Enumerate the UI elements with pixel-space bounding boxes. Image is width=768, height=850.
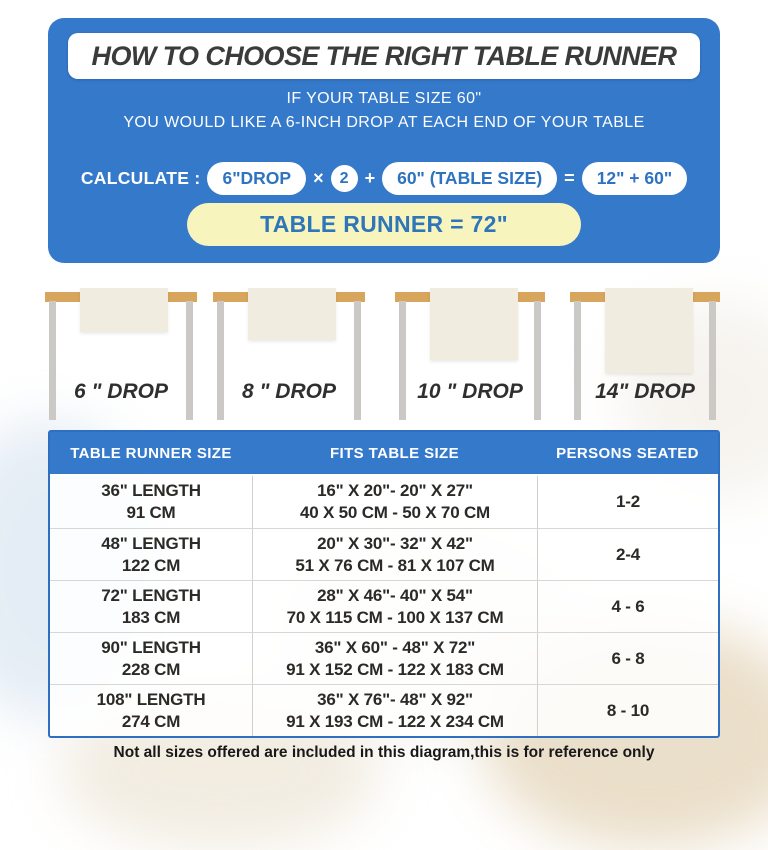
drop-label: 8 " DROP [242, 380, 336, 403]
runner-size-cm: 122 CM [121, 555, 181, 575]
cell-runner-size [50, 529, 252, 580]
cell-runner-size [50, 581, 252, 632]
runner-size-in: 48" LENGTH [101, 533, 201, 553]
runner-swatch [430, 288, 518, 360]
table-row [50, 476, 718, 528]
table-row [50, 684, 718, 736]
size-table [48, 430, 720, 738]
condition-line-2: YOU WOULD LIKE A 6-INCH DROP AT EACH END OF YOUR TABLE [123, 114, 645, 131]
runner-size-in: 36" LENGTH [101, 481, 201, 501]
formula-row [48, 162, 720, 195]
fits-size-cm: 40 X 50 CM - 50 X 70 CM [299, 503, 491, 522]
cell-persons [537, 633, 718, 684]
cell-persons [537, 529, 718, 580]
cell-persons [537, 581, 718, 632]
fits-size-cm: 91 X 193 CM - 122 X 234 CM [286, 711, 504, 731]
drop-diagram-6 [45, 288, 197, 424]
drop-label: 6 " DROP [74, 380, 168, 403]
runner-size-in: 108" LENGTH [96, 689, 206, 709]
drop-label: 10 " DROP [417, 380, 523, 403]
fits-size-in: 36" X 76"- 48" X 92" [317, 689, 473, 709]
calculate-label: CALCULATE : [80, 168, 201, 188]
header-cell-fits-size: FITS TABLE SIZE [329, 444, 460, 462]
cell-persons [537, 685, 718, 736]
header-cell-persons: PERSONS SEATED [556, 444, 699, 462]
drop-diagram-8 [213, 288, 365, 424]
multiplier-badge: 2 [331, 165, 358, 192]
runner-size-in: 72" LENGTH [101, 585, 201, 605]
persons-value: 4 - 6 [611, 596, 645, 616]
cell-fits-size [252, 476, 537, 528]
runner-swatch [80, 288, 168, 332]
fits-size-in: 16" X 20"- 20" X 27" [317, 481, 473, 501]
runner-size-cm: 274 CM [121, 711, 181, 731]
persons-value: 6 - 8 [611, 648, 645, 668]
table-row [50, 632, 718, 684]
drop-diagram-14 [570, 288, 720, 424]
cell-runner-size [50, 633, 252, 684]
runner-size-in: 90" LENGTH [101, 637, 201, 657]
header-panel [48, 18, 720, 263]
page-title: HOW TO CHOOSE THE RIGHT TABLE RUNNER [91, 40, 677, 71]
persons-value: 8 - 10 [606, 700, 650, 720]
drop-value-pill: 6"DROP [207, 162, 306, 195]
table-row [50, 528, 718, 580]
fits-size-in: 20" X 30"- 32" X 42" [317, 533, 473, 553]
fits-size-cm: 70 X 115 CM - 100 X 137 CM [286, 607, 504, 627]
size-table-header [50, 432, 718, 476]
result-pill: TABLE RUNNER = 72" [187, 203, 581, 246]
drop-diagrams [0, 288, 768, 424]
fits-size-cm: 51 X 76 CM - 81 X 107 CM [295, 555, 495, 575]
header-cell-runner-size: TABLE RUNNER SIZE [70, 444, 232, 462]
times-operator: × [313, 168, 324, 188]
sum-pill: 12" + 60" [582, 162, 687, 195]
fits-size-cm: 91 X 152 CM - 122 X 183 CM [286, 659, 504, 679]
persons-value: 2-4 [616, 544, 640, 564]
cell-runner-size [50, 685, 252, 736]
runner-size-cm: 91 CM [126, 503, 176, 522]
fits-size-in: 28" X 46"- 40" X 54" [317, 585, 473, 605]
runner-swatch [248, 288, 336, 340]
runner-size-cm: 228 CM [121, 659, 181, 679]
runner-swatch [605, 288, 693, 373]
cell-persons [537, 476, 718, 528]
persons-value: 1-2 [616, 492, 640, 512]
runner-size-cm: 183 CM [121, 607, 181, 627]
condition-line-1: IF YOUR TABLE SIZE 60" [286, 90, 482, 107]
cell-runner-size [50, 476, 252, 528]
title-banner [68, 33, 700, 79]
plus-operator: + [364, 168, 376, 188]
cell-fits-size [252, 685, 537, 736]
footer-note: Not all sizes offered are included in this diagram,this is for reference only [113, 744, 655, 761]
drop-label: 14" DROP [595, 380, 695, 403]
cell-fits-size [252, 529, 537, 580]
table-row [50, 580, 718, 632]
equals-operator: = [564, 168, 575, 188]
drop-diagram-10 [395, 288, 545, 424]
table-size-pill: 60" (TABLE SIZE) [382, 162, 557, 195]
cell-fits-size [252, 633, 537, 684]
fits-size-in: 36" X 60" - 48" X 72" [314, 637, 476, 657]
cell-fits-size [252, 581, 537, 632]
